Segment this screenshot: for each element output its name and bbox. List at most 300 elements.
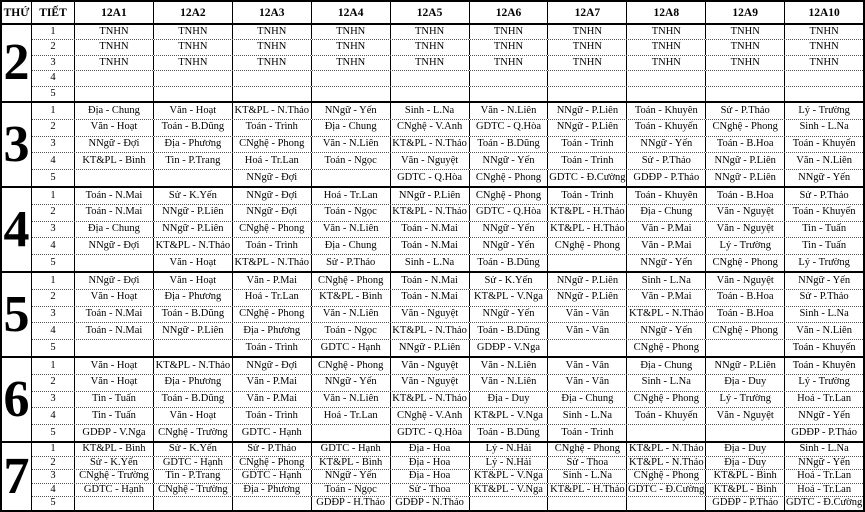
schedule-cell	[548, 87, 627, 101]
schedule-cell: Địa - Duy	[470, 392, 549, 408]
schedule-cell: CNghệ - Phong	[627, 340, 706, 356]
schedule-cell: Tin - Tuấn	[802, 240, 847, 252]
period-number: 4	[32, 238, 75, 254]
schedule-cell: TNHN	[154, 25, 233, 39]
schedule-cell: NNgữ - Đợi	[75, 273, 154, 289]
schedule-cell: Tin - Tuấn	[802, 223, 847, 235]
schedule-cell: Tin - Tuấn	[75, 392, 154, 408]
schedule-cell: Địa - Hoa	[391, 443, 470, 456]
class-header: 12A9	[706, 2, 785, 23]
schedule-cell: Hoá - Tr.Lan	[797, 393, 852, 405]
schedule-cell: NNgữ - Yến	[798, 171, 851, 183]
schedule-cell: Sử - K.Yến	[154, 188, 233, 204]
schedule-cell: KT&PL - V.Nga	[470, 470, 549, 483]
schedule-cell: Văn - Nguyệt	[706, 408, 785, 424]
period-row	[32, 86, 863, 101]
schedule-cell: Toán - Trình	[548, 137, 627, 153]
period-number: 5	[32, 170, 75, 186]
period-number: 3	[32, 137, 75, 153]
schedule-cell: Văn - Hoạt	[75, 358, 154, 374]
schedule-cell: CNghệ - Phong	[627, 392, 706, 408]
schedule-cell: NNgữ - P.Liên	[154, 205, 233, 221]
schedule-cell: KT&PL - V.Nga	[470, 290, 549, 306]
schedule-cell: TNHN	[548, 40, 627, 54]
schedule-cell: Lý - Trường	[706, 392, 785, 408]
schedule-cell: Văn - Nguyệt	[706, 205, 785, 221]
schedule-cell: Sử - Thoa	[391, 484, 470, 497]
period-row	[32, 204, 863, 221]
schedule-cell: KT&PL - H.Thảo	[548, 484, 627, 497]
schedule-cell: NNgữ - Đợi	[233, 358, 312, 374]
class-header: 12A8	[627, 2, 706, 23]
schedule-cell	[627, 497, 706, 510]
period-number: 2	[32, 205, 75, 221]
schedule-cell: Toán - B.Hoa	[706, 290, 785, 306]
period-row	[32, 289, 863, 306]
class-header: 12A6	[470, 2, 549, 23]
period-number: 4	[32, 484, 75, 497]
schedule-cell: GDTC - Hạnh	[312, 340, 391, 356]
schedule-cell: TNHN	[627, 40, 706, 54]
schedule-cell: NNgữ - Yến	[470, 238, 549, 254]
schedule-cell: Sử - K.Yến	[75, 457, 154, 470]
schedule-cell	[391, 71, 470, 85]
schedule-cell: Toán - Khuyến	[627, 408, 706, 424]
schedule-cell: KT&PL - N.Thảo	[391, 392, 470, 408]
schedule-cell: NNgữ - Yến	[312, 470, 391, 483]
schedule-cell: CNghệ - Phong	[470, 170, 549, 186]
schedule-cell: Toán - B.Hoa	[706, 307, 785, 323]
schedule-cell: Văn - N.Liên	[796, 325, 852, 337]
schedule-cell: KT&PL - Bình	[312, 290, 391, 306]
schedule-cell: Địa - Chung	[627, 358, 706, 374]
schedule-cell: Văn - P.Mai	[233, 392, 312, 408]
period-row	[32, 483, 863, 497]
schedule-cell: KT&PL - H.Thảo	[548, 205, 627, 221]
schedule-cell: CNghệ - Phong	[233, 137, 312, 153]
schedule-cell: Toán - B.Dũng	[154, 392, 233, 408]
schedule-cell: Toán - Trình	[233, 120, 312, 136]
schedule-cell: Toán - Khuyên	[792, 359, 856, 371]
schedule-cell: KT&PL - Bình	[75, 443, 154, 456]
schedule-cell: NNgữ - Đợi	[233, 188, 312, 204]
schedule-cell: NNgữ - P.Liên	[548, 290, 627, 306]
class-header: 12A5	[391, 2, 470, 23]
schedule-cell	[470, 497, 549, 510]
schedule-cell: Toán - Khuyến	[627, 120, 706, 136]
schedule-cell	[233, 497, 312, 510]
class-header: 12A3	[233, 2, 312, 23]
schedule-cell: TNHN	[391, 56, 470, 70]
schedule-cell: TNHN	[627, 56, 706, 70]
schedule-cell	[706, 87, 785, 101]
schedule-cell: KT&PL - N.Thảo	[391, 323, 470, 339]
schedule-cell: Lý - N.Hải	[470, 457, 549, 470]
schedule-cell: Văn - Vân	[548, 358, 627, 374]
class-header: 12A1	[75, 2, 154, 23]
period-number: 2	[32, 120, 75, 136]
schedule-cell: KT&PL - V.Nga	[470, 408, 549, 424]
schedule-cell	[785, 87, 863, 101]
schedule-cell: Địa - Chung	[75, 103, 154, 119]
period-number: 3	[32, 222, 75, 238]
schedule-cell: Lý - N.Hải	[470, 443, 549, 456]
schedule-cell: Sử - P.Thảo	[627, 153, 706, 169]
schedule-cell: TNHN	[470, 40, 549, 54]
day-rows	[32, 25, 863, 101]
day-rows	[32, 358, 863, 441]
schedule-cell: GDTC - Hạnh	[312, 443, 391, 456]
schedule-cell: NNgữ - Đợi	[233, 205, 312, 221]
schedule-cell: TNHN	[470, 25, 549, 39]
schedule-cell: Toán - B.Dũng	[470, 323, 549, 339]
period-number: 2	[32, 375, 75, 391]
schedule-cell: Địa - Duy	[706, 375, 785, 391]
period-number: 3	[32, 392, 75, 408]
schedule-cell: Sinh - L.Na	[799, 308, 849, 320]
schedule-cell: Văn - P.Mai	[233, 375, 312, 391]
period-row	[32, 339, 863, 356]
schedule-cell: Văn - Nguyệt	[706, 222, 785, 238]
schedule-cell: GDTC - Hạnh	[233, 470, 312, 483]
schedule-cell: NNgữ - Yến	[470, 153, 549, 169]
schedule-cell: Toán - N.Mai	[391, 222, 470, 238]
schedule-cell: CNghệ - Phong	[312, 273, 391, 289]
schedule-cell: NNgữ - P.Liên	[154, 222, 233, 238]
day-number: 4	[2, 188, 32, 271]
schedule-cell: Lý - Trường	[798, 256, 850, 268]
schedule-cell: Toán - N.Mai	[75, 188, 154, 204]
period-row	[32, 39, 863, 54]
schedule-cell: Tin - P.Trang	[154, 153, 233, 169]
schedule-cell: Toán - B.Dũng	[154, 120, 233, 136]
period-row	[32, 152, 863, 169]
period-row	[32, 119, 863, 136]
schedule-cell: NNgữ - Yến	[470, 307, 549, 323]
schedule-cell: GDTC - Đ.Cường	[628, 483, 705, 495]
schedule-cell: TNHN	[391, 25, 470, 39]
schedule-cell: Toán - Trình	[233, 340, 312, 356]
schedule-cell: NNgữ - P.Liên	[391, 340, 470, 356]
schedule-cell: TNHN	[312, 40, 391, 54]
schedule-cell: TNHN	[627, 25, 706, 39]
schedule-cell: Địa - Chung	[627, 205, 706, 221]
day-block	[2, 443, 863, 510]
schedule-cell: Văn - Nguyệt	[391, 153, 470, 169]
schedule-cell: TNHN	[154, 40, 233, 54]
schedule-cell: Toán - Khuyên	[627, 188, 706, 204]
period-row	[32, 188, 863, 204]
schedule-cell: NNgữ - P.Liên	[548, 273, 627, 289]
schedule-cell: TNHN	[75, 25, 154, 39]
schedule-cell: Lý - Trường	[798, 104, 850, 116]
schedule-cell: GDTC - Hạnh	[75, 484, 154, 497]
period-row	[32, 358, 863, 374]
schedule-cell: Toán - Khuyến	[792, 341, 856, 353]
schedule-cell: Hoá - Tr.Lan	[312, 188, 391, 204]
days-container	[2, 25, 863, 510]
schedule-cell: KT&PL - N.Thảo	[627, 443, 706, 456]
schedule-cell: GDĐP - H.Thảo	[312, 497, 391, 510]
schedule-cell: GDĐP - P.Thảo	[627, 170, 706, 186]
schedule-cell: Toán - Khuyến	[792, 138, 856, 150]
schedule-cell: NNgữ - Yến	[312, 375, 391, 391]
schedule-cell: Toán - N.Mai	[391, 273, 470, 289]
schedule-cell: Địa - Chung	[312, 120, 391, 136]
schedule-cell: Sử - P.Thảo	[312, 255, 391, 271]
schedule-cell: Toán - N.Mai	[75, 307, 154, 323]
schedule-cell: TNHN	[470, 56, 549, 70]
schedule-cell: Địa - Hoa	[391, 457, 470, 470]
schedule-cell	[75, 497, 154, 510]
schedule-cell: Toán - Ngọc	[312, 153, 391, 169]
day-block	[2, 25, 863, 103]
schedule-cell: NNgữ - Yến	[470, 222, 549, 238]
schedule-cell: Văn - N.Liên	[470, 103, 549, 119]
schedule-cell: NNgữ - P.Liên	[706, 358, 785, 374]
schedule-cell: NNgữ - P.Liên	[548, 103, 627, 119]
schedule-cell: Toán - Khuyên	[627, 103, 706, 119]
schedule-cell: NNgữ - P.Liên	[154, 323, 233, 339]
schedule-cell: TNHN	[154, 56, 233, 70]
schedule-cell: GDĐP - P.Thảo	[791, 426, 858, 438]
schedule-cell: Toán - N.Mai	[391, 238, 470, 254]
day-number: 6	[2, 358, 32, 441]
schedule-cell: TNHN	[809, 41, 839, 53]
schedule-cell: Văn - P.Mai	[627, 222, 706, 238]
schedule-cell: Toán - Trình	[548, 153, 627, 169]
schedule-cell: NNgữ - Yến	[627, 255, 706, 271]
period-row	[32, 237, 863, 254]
schedule-cell	[548, 71, 627, 85]
schedule-cell: Văn - Vân	[548, 323, 627, 339]
schedule-cell: Sinh - L.Na	[627, 273, 706, 289]
schedule-cell: Sinh - L.Na	[799, 443, 849, 455]
schedule-cell: Toán - N.Mai	[391, 290, 470, 306]
period-row	[32, 221, 863, 238]
schedule-cell: Văn - Hoạt	[75, 120, 154, 136]
schedule-cell: KT&PL - H.Thảo	[548, 222, 627, 238]
schedule-cell	[627, 71, 706, 85]
schedule-cell: CNghệ - V.Anh	[391, 408, 470, 424]
schedule-cell: Địa - Chung	[312, 238, 391, 254]
schedule-cell	[312, 87, 391, 101]
schedule-cell: GDTC - Hạnh	[233, 425, 312, 441]
period-row	[32, 424, 863, 441]
class-header: 12A4	[312, 2, 391, 23]
schedule-cell: Văn - N.Liên	[470, 375, 549, 391]
schedule-cell: Văn - N.Liên	[312, 222, 391, 238]
schedule-cell: NNgữ - P.Liên	[391, 188, 470, 204]
schedule-cell	[627, 425, 706, 441]
day-rows	[32, 273, 863, 356]
period-row	[32, 55, 863, 70]
schedule-cell: Toán - B.Hoa	[706, 188, 785, 204]
schedule-cell: KT&PL - N.Thảo	[627, 307, 706, 323]
schedule-cell: KT&PL - N.Thảo	[154, 238, 233, 254]
period-number: 1	[32, 103, 75, 119]
schedule-cell: KT&PL - Bình	[706, 470, 785, 483]
schedule-cell: Sinh - L.Na	[799, 121, 849, 133]
schedule-cell: Địa - Phương	[154, 375, 233, 391]
day-number: 3	[2, 103, 32, 186]
period-row	[32, 25, 863, 39]
schedule-cell: Địa - Phương	[154, 290, 233, 306]
schedule-cell: TNHN	[233, 25, 312, 39]
schedule-cell: KT&PL - N.Thảo	[627, 457, 706, 470]
schedule-cell: TNHN	[706, 56, 785, 70]
schedule-cell: Toán - N.Mai	[75, 205, 154, 221]
schedule-cell: Địa - Phương	[154, 137, 233, 153]
schedule-cell: Văn - Hoạt	[75, 375, 154, 391]
schedule-cell: Văn - Hoạt	[154, 273, 233, 289]
period-number: 5	[32, 497, 75, 510]
schedule-cell	[548, 340, 627, 356]
schedule-cell: Văn - Hoạt	[75, 290, 154, 306]
schedule-cell: TNHN	[809, 56, 839, 68]
schedule-cell: CNghệ - Phong	[470, 188, 549, 204]
day-number: 2	[2, 25, 32, 101]
schedule-cell: CNghệ - Phong	[706, 255, 785, 271]
period-number: 1	[32, 443, 75, 456]
schedule-cell: Địa - Hoa	[391, 470, 470, 483]
schedule-cell: GDTC - Q.Hòa	[470, 120, 549, 136]
day-block	[2, 358, 863, 443]
schedule-cell: NNgữ - Yến	[798, 410, 851, 422]
schedule-cell: NNgữ - Đợi	[233, 170, 312, 186]
schedule-cell: TNHN	[75, 56, 154, 70]
schedule-cell: NNgữ - Yến	[798, 456, 851, 468]
period-number: 2	[32, 457, 75, 470]
schedule-cell: CNghệ - Phong	[233, 457, 312, 470]
schedule-cell: TNHN	[706, 25, 785, 39]
schedule-cell: NNgữ - P.Liên	[706, 153, 785, 169]
schedule-cell: Văn - N.Liên	[312, 392, 391, 408]
period-row	[32, 374, 863, 391]
schedule-cell	[548, 255, 627, 271]
period-number: 2	[32, 40, 75, 54]
schedule-cell: Văn - Vân	[548, 375, 627, 391]
schedule-cell	[75, 71, 154, 85]
schedule-cell: KT&PL - N.Thảo	[233, 103, 312, 119]
schedule-cell: Toán - Trình	[233, 408, 312, 424]
schedule-cell: GDĐP - V.Nga	[75, 425, 154, 441]
schedule-cell: CNghệ - Trường	[154, 484, 233, 497]
schedule-cell: CNghệ - Phong	[706, 120, 785, 136]
schedule-cell: Toán - B.Dũng	[470, 137, 549, 153]
schedule-cell	[154, 87, 233, 101]
schedule-cell: GDTC - Hạnh	[154, 457, 233, 470]
schedule-cell	[470, 87, 549, 101]
schedule-cell: Sử - P.Thảo	[799, 291, 849, 303]
schedule-cell: Sử - P.Thảo	[233, 443, 312, 456]
schedule-cell: Văn - P.Mai	[627, 238, 706, 254]
schedule-cell: NNgữ - P.Liên	[706, 170, 785, 186]
period-number: 1	[32, 25, 75, 39]
schedule-cell: KT&PL - Bình	[75, 153, 154, 169]
schedule-cell: KT&PL - Bình	[312, 457, 391, 470]
period-number: 3	[32, 307, 75, 323]
schedule-cell	[706, 425, 785, 441]
schedule-cell: Văn - N.Liên	[796, 155, 852, 167]
schedule-cell: Toán - N.Mai	[75, 323, 154, 339]
schedule-cell: Sử - K.Yến	[154, 443, 233, 456]
schedule-cell: Tin - P.Trang	[154, 470, 233, 483]
schedule-cell: Toán - Khuyến	[792, 206, 856, 218]
schedule-cell	[75, 255, 154, 271]
period-number: 4	[32, 323, 75, 339]
schedule-cell: Sử - P.Thảo	[799, 189, 849, 201]
schedule-cell: TNHN	[75, 40, 154, 54]
schedule-cell: Toán - B.Dũng	[154, 307, 233, 323]
day-rows	[32, 188, 863, 271]
schedule-cell: Văn - Hoạt	[154, 408, 233, 424]
schedule-cell: TNHN	[548, 56, 627, 70]
schedule-cell: Văn - N.Liên	[312, 307, 391, 323]
schedule-cell	[391, 87, 470, 101]
schedule-cell: NNgữ - Yến	[798, 274, 851, 286]
schedule-cell	[154, 170, 233, 186]
schedule-cell: Địa - Chung	[75, 222, 154, 238]
schedule-cell: GDTC - Q.Hòa	[470, 205, 549, 221]
schedule-cell: Toán - Trình	[233, 238, 312, 254]
schedule-cell: TNHN	[706, 40, 785, 54]
schedule-cell: Sinh - L.Na	[391, 103, 470, 119]
period-number: 3	[32, 470, 75, 483]
schedule-cell: KT&PL - N.Thảo	[391, 205, 470, 221]
schedule-cell: Toán - Ngọc	[312, 484, 391, 497]
schedule-cell: Toán - B.Dũng	[470, 255, 549, 271]
schedule-cell	[233, 87, 312, 101]
schedule-cell: KT&PL - V.Nga	[470, 484, 549, 497]
schedule-cell: Toán - Trình	[548, 425, 627, 441]
schedule-cell: Địa - Phương	[233, 484, 312, 497]
schedule-cell	[75, 170, 154, 186]
period-number: 5	[32, 340, 75, 356]
day-number: 7	[2, 443, 32, 510]
schedule-cell: Sinh - L.Na	[627, 375, 706, 391]
schedule-cell: CNghệ - Phong	[233, 307, 312, 323]
schedule-cell: Văn - Vân	[548, 307, 627, 323]
schedule-cell: Sinh - L.Na	[391, 255, 470, 271]
schedule-cell: CNghệ - Trường	[154, 425, 233, 441]
schedule-cell: Sử - Thoa	[548, 457, 627, 470]
period-row	[32, 407, 863, 424]
schedule-cell: Toán - B.Hoa	[706, 137, 785, 153]
schedule-cell: NNgữ - Yến	[627, 137, 706, 153]
schedule-cell	[470, 71, 549, 85]
schedule-cell: TNHN	[312, 56, 391, 70]
schedule-cell	[312, 425, 391, 441]
schedule-cell	[154, 71, 233, 85]
schedule-cell: KT&PL - N.Thảo	[391, 137, 470, 153]
schedule-cell: Hoá - Tr.Lan	[233, 290, 312, 306]
schedule-cell: Địa - Phương	[233, 323, 312, 339]
day-block	[2, 188, 863, 273]
schedule-cell: Toán - Ngọc	[312, 323, 391, 339]
schedule-cell: Văn - Nguyệt	[391, 307, 470, 323]
schedule-cell: GDTC - Q.Hòa	[391, 425, 470, 441]
schedule-cell: KT&PL - N.Thảo	[233, 255, 312, 271]
schedule-cell: Hoá - Tr.Lan	[797, 470, 852, 482]
schedule-cell: Văn - Hoạt	[154, 255, 233, 271]
schedule-cell: Tin - Tuấn	[75, 408, 154, 424]
schedule-cell: Văn - Nguyệt	[391, 375, 470, 391]
schedule-cell	[785, 71, 863, 85]
period-number: 5	[32, 255, 75, 271]
schedule-cell	[154, 497, 233, 510]
schedule-cell	[627, 87, 706, 101]
